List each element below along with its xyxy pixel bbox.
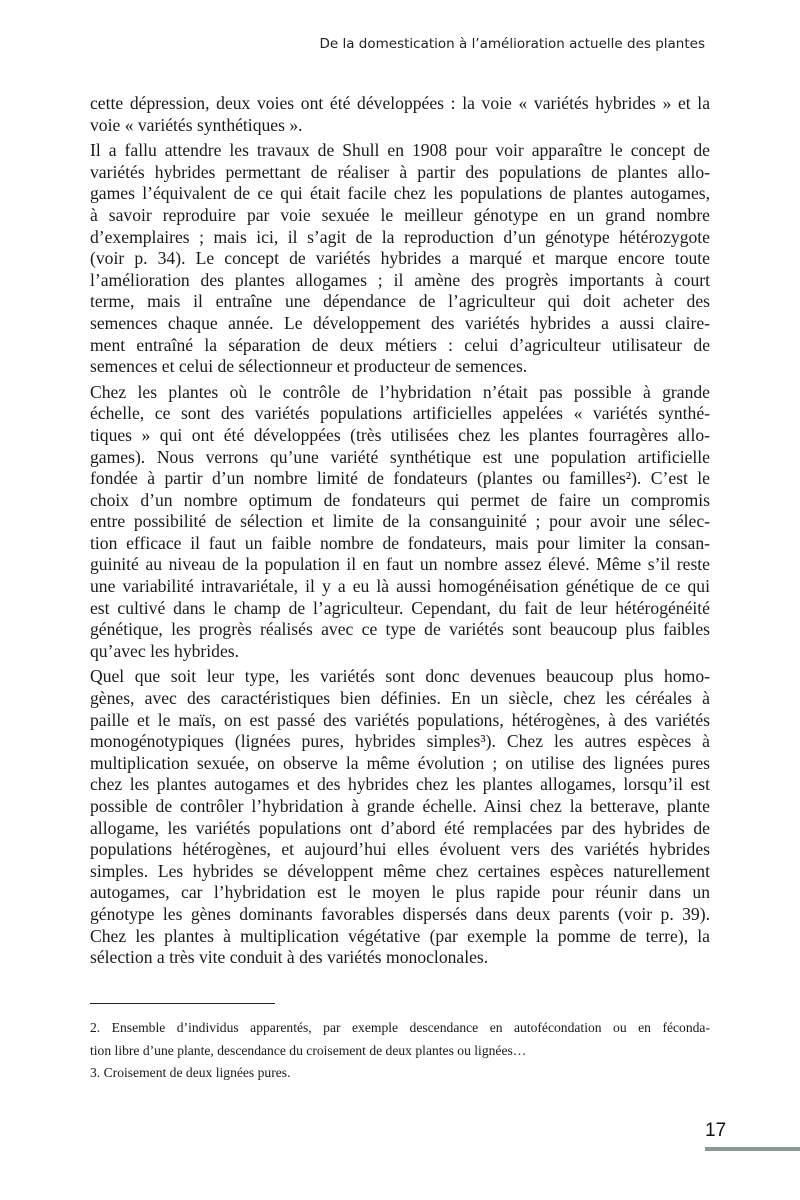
paragraph — [90, 382, 710, 663]
text-line: semences et celui de sélectionneur et producteur de semences. — [90, 356, 528, 377]
text-line: qu’avec les hybrides. — [90, 640, 240, 661]
text-line: d’exemplaires ; mais ici, il s’agit de la reproduction d’un génotype hétérozygote — [90, 226, 710, 247]
text-line: tion libre d’une plante, descendance du croisement de deux plantes ou lignées… — [90, 1042, 527, 1058]
text-line: guinité au niveau de la population il en faut un nombre assez élevé. Même s’il reste — [90, 554, 710, 575]
text-line: fondée à partir d’un nombre limité de fondateurs (plantes ou familles²). C’est le — [90, 468, 710, 489]
text-line: est cultivé dans le champ de l’agriculteur. Cependant, du fait de leur hétérogénéité — [90, 597, 710, 618]
text-line: (voir p. 34). Le concept de variétés hybrides a marqué et marque encore toute — [90, 248, 710, 269]
text-line: voie « variétés synthétiques ». — [90, 114, 303, 135]
text-line: autogames, car l’hybridation est le moyen le plus rapide pour réunir dans un — [90, 882, 710, 903]
text-line: tiques » qui ont été développées (très utilisées chez les plantes fourragères allo- — [90, 424, 710, 445]
text-line: paille et le maïs, on est passé des variétés populations, hétérogènes, à des variétés — [90, 709, 710, 730]
page-number-bar — [705, 1147, 800, 1151]
text-line: tion efficace il faut un faible nombre de fondateurs, mais pour limiter la consan- — [90, 532, 710, 553]
text-line: possible de contrôler l’hybridation à grande échelle. Ainsi chez la betterave, plante — [90, 796, 710, 816]
text-line: semences chaque année. Le développement des variétés hybrides a aussi claire- — [90, 312, 710, 333]
text-line: sélection a très vite conduit à des variétés monoclonales. — [90, 947, 489, 968]
text-line: Quel que soit leur type, les variétés sont donc devenues beaucoup plus homo- — [90, 666, 710, 687]
paragraph — [90, 140, 710, 378]
page-number: 17 — [705, 1120, 727, 1141]
text-line: cette dépression, deux voies ont été développées : la voie « variétés hybrides » et la — [90, 93, 710, 113]
paragraph — [90, 93, 710, 136]
footnote — [90, 1017, 710, 1062]
text-line: échelle, ce sont des variétés populations artificielles appelées « variétés synthé- — [90, 403, 710, 424]
text-line: 2. Ensemble d’individus apparentés, par exemple descendance en autofécondation ou en féconda- — [90, 1020, 710, 1035]
text-line: multiplication sexuée, on observe la même évolution ; on utilise des lignées pures — [90, 752, 710, 773]
footnotes — [90, 1017, 710, 1085]
text-line: gènes, avec des caractéristiques bien définies. En un siècle, chez les céréales à — [90, 688, 710, 709]
text-line: games l’équivalent de ce qui était facile chez les populations de plantes autogames, — [90, 183, 710, 204]
text-line: génétique, les progrès réalisés avec ce type de variétés sont beaucoup plus faibles — [90, 619, 710, 640]
text-line: Chez les plantes où le contrôle de l’hybridation n’était pas possible à grande — [90, 381, 710, 402]
body-text — [90, 93, 710, 973]
text-line: à savoir reproduire par voie sexuée le meilleur génotype en un grand nombre — [90, 204, 710, 225]
text-line: games). Nous verrons qu’une variété synthétique est une population artificielle — [90, 446, 710, 467]
text-line: variétés hybrides permettant de réaliser à partir des populations de plantes allo- — [90, 161, 710, 182]
text-line: Il a fallu attendre les travaux de Shull en 1908 pour voir apparaître le concept de — [90, 140, 710, 161]
text-line: l’amélioration des plantes allogames ; il amène des progrès importants à court — [90, 269, 710, 290]
text-line: allogame, les variétés populations ont d’abord été remplacées par des hybrides de — [90, 817, 710, 838]
text-line: ment entraîné la séparation de deux métiers : celui d’agriculteur utilisateur de — [90, 334, 710, 355]
text-line: génotype les gènes dominants favorables dispersés dans deux parents (voir p. 39). — [90, 903, 710, 924]
text-line: entre possibilité de sélection et limite de la consanguinité ; pour avoir une sélec- — [90, 511, 710, 532]
text-line: 3. Croisement de deux lignées pures. — [90, 1065, 291, 1080]
text-line: une variabilité intravariétale, il y a eu là aussi homogénéisation génétique de ce qui — [90, 576, 710, 597]
footnote-separator — [90, 1003, 275, 1004]
text-line: monogénotypiques (lignées pures, hybrides simples³). Chez les autres espèces à — [90, 731, 710, 752]
text-line: Chez les plantes à multiplication végétative (par exemple la pomme de terre), la — [90, 925, 710, 946]
text-line: terme, mais il entraîne une dépendance de l’agriculteur qui doit acheter des — [90, 291, 710, 312]
text-line: simples. Les hybrides se développent même chez certaines espèces naturellement — [90, 860, 710, 881]
text-line: choix d’un nombre optimum de fondateurs qui permet de faire un compromis — [90, 489, 710, 510]
text-line: populations hétérogènes, et aujourd’hui elles évoluent vers des variétés hybrides — [90, 839, 710, 860]
text-line: chez les plantes autogames et des hybrides chez les plantes allogames, lorsqu’il est — [90, 774, 710, 795]
footnote — [90, 1062, 710, 1085]
running-header: De la domestication à l’amélioration actuelle des plantes — [319, 36, 705, 52]
paragraph — [90, 666, 710, 968]
